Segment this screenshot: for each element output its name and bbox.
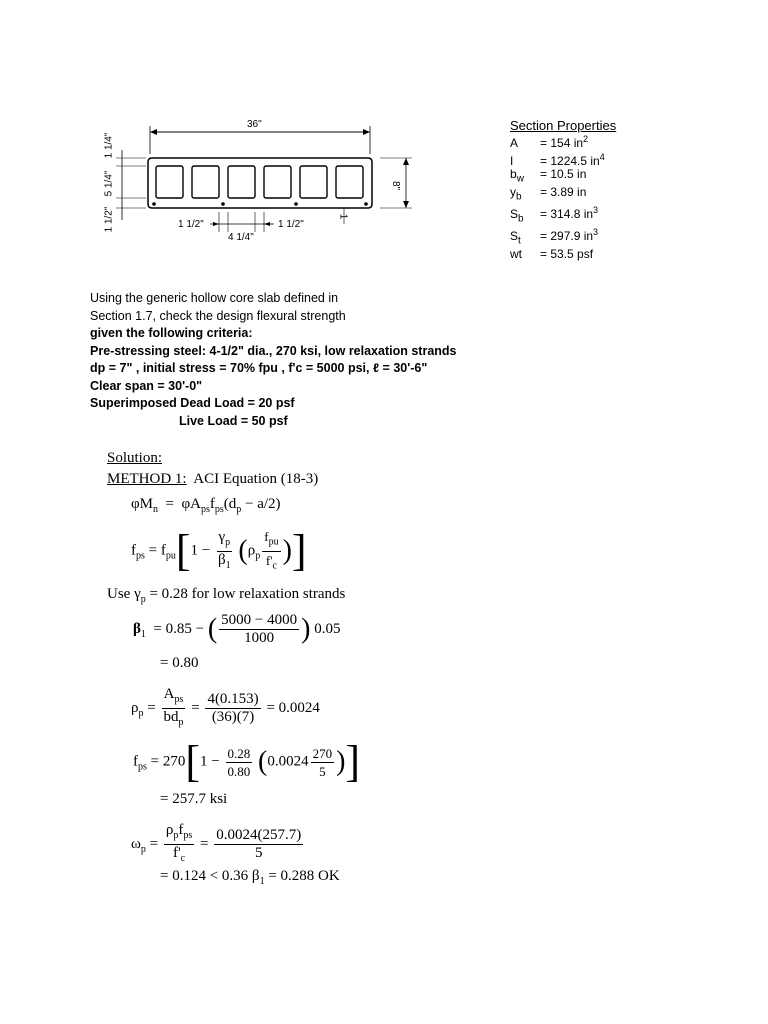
left-dim-top: 1 1/4" bbox=[103, 132, 115, 159]
method-label: METHOD 1: bbox=[107, 471, 187, 487]
prop-row-area: A = 154 $in^2$ bbox=[510, 134, 589, 150]
prop-row-bw: $b_w = 10.5$ in bbox=[510, 167, 587, 185]
strand-cover-mark: 1 bbox=[337, 213, 349, 220]
hollow-core-section-diagram bbox=[100, 112, 420, 252]
prop-row-weight: wt = 53.5 psf bbox=[510, 246, 594, 261]
height-dimension-label: 8" bbox=[390, 180, 402, 191]
solution-heading: Solution: bbox=[107, 450, 163, 466]
equation-omega-p: $\omega_p$ = $\frac{\rho_pf_{ps}}{f'_c}$ = $\frac{0.0024(257.7)}{5}$ bbox=[131, 822, 302, 864]
problem-line-6: Clear span = 30'-0" bbox=[90, 378, 203, 393]
problem-line-1: Using the generic hollow core slab defined in bbox=[90, 291, 339, 305]
problem-line-2: Section 1.7, check the design flexural strength bbox=[90, 308, 346, 323]
bottom-dim-right: 1 1/2" bbox=[278, 219, 304, 230]
problem-line-8: Live Load = 50 psf bbox=[179, 413, 288, 428]
prop-row-inertia: I = 1224.5 $in^4$ bbox=[510, 151, 605, 168]
width-dimension-label: 36" bbox=[247, 119, 262, 130]
bottom-dim-center: 4 1/4" bbox=[228, 232, 254, 243]
method-line bbox=[107, 471, 318, 488]
bottom-dim-left: 1 1/2" bbox=[178, 219, 204, 230]
equation-fps-numeric: $f_{ps} = 270[1$ − $\frac{0.28}{0.80}$ (0.0024 $\frac{270}{5}$ )] bbox=[133, 737, 361, 786]
problem-line-3: given the following criteria: bbox=[90, 326, 253, 340]
prop-row-sb: $S_b = 314.8$ $in^3$ bbox=[510, 204, 599, 225]
prop-row-st: $S_t = 297.9$ $in^3$ bbox=[510, 226, 599, 247]
prop-row-yb: $y_b = 3.89$ in bbox=[510, 184, 587, 203]
method-reference: ACI Equation (18-3) bbox=[193, 471, 319, 487]
section-properties-title: Section Properties bbox=[510, 118, 617, 133]
problem-statement bbox=[90, 290, 690, 430]
equation-phi-mn: $\varphi M_n = \varphi A_{ps}f_{ps}(d_p - a/2)$ bbox=[131, 496, 281, 515]
fps-result: = 257.7 ksi bbox=[160, 791, 228, 807]
equation-fps-general: $f_{ps} = f_{pu}[1$ − $\frac{\gamma_p}{\beta_1}$ ($\rho_p$ $\frac{f_{pu}}{f'_c}$ )] bbox=[131, 526, 307, 576]
left-dim-bottom: 1 1/2" bbox=[103, 206, 115, 233]
problem-line-7: Superimposed Dead Load = 20 psf bbox=[90, 396, 295, 410]
gamma-assumption: Use $\gamma_p = 0.28$ for low relaxation strands bbox=[107, 586, 346, 605]
equation-beta1: $\beta_1 = 0.85$ − ( $\frac{5000 - 4000}{1000}$ ) 0.05 bbox=[133, 612, 341, 646]
problem-line-5: dp = 7" , initial stress = 70% fpu , f'c = 5000 psi, ℓ = 30'-6" bbox=[90, 361, 428, 375]
beta1-result: = 0.80 bbox=[160, 655, 199, 671]
problem-line-4: Pre-stressing steel: 4-1/2" dia., 270 ksi, low relaxation strands bbox=[90, 343, 457, 358]
equation-rho-p: $\rho_p$ = $\frac{A_{ps}}{bd_p}$ = $\frac{4(0.153)}{(36)(7)}$ = 0.0024 bbox=[131, 686, 320, 728]
omega-result: = 0.124 < 0.36 $\beta_1 = 0.288$ OK bbox=[160, 868, 340, 887]
section-properties bbox=[510, 118, 616, 261]
left-dim-middle: 5 1/4" bbox=[103, 170, 115, 197]
